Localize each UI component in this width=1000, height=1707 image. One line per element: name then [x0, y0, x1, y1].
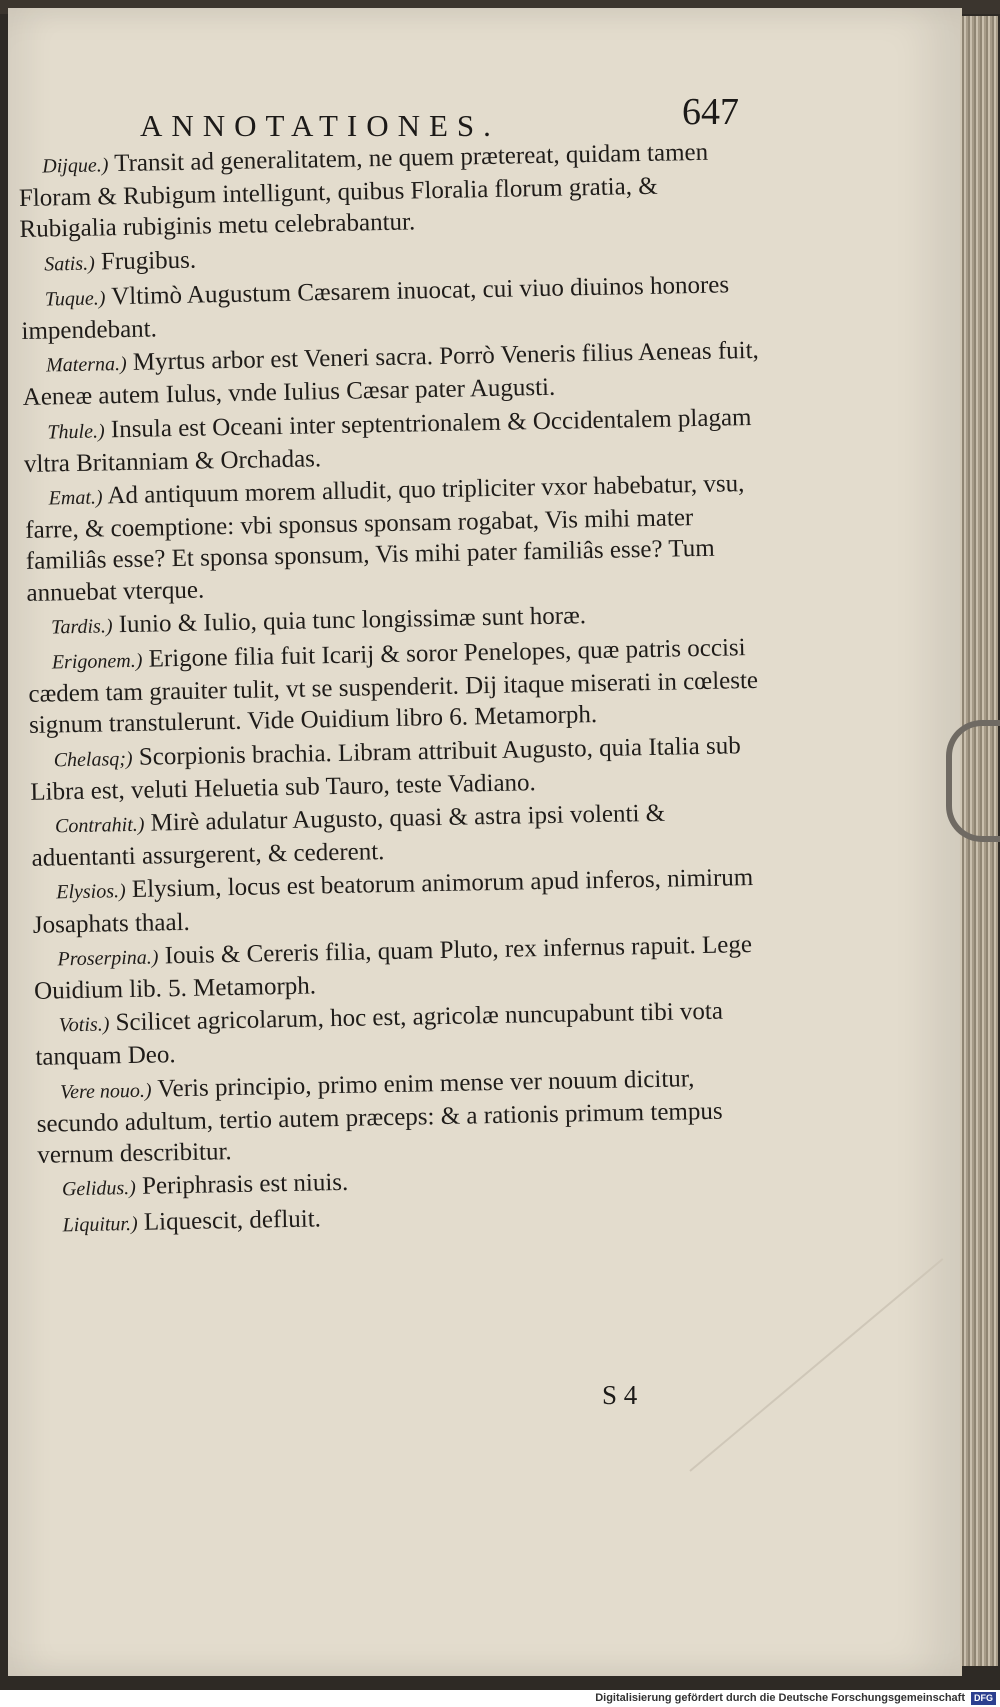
gloss: Erigone filia fuit Icarij & soror Penelopes, quæ patris occisi cædem tam grauiter tulit, vt se suspenderit. Dij itaque miserati in cœleste signum transtulerunt. Vide Ouidium libro 6. Metamorph. — [28, 634, 759, 740]
annotation-entry — [34, 995, 775, 1074]
annotation-body — [18, 136, 779, 1244]
lemma: Tuque.) — [44, 287, 106, 311]
annotation-entry — [32, 862, 773, 941]
lemma: Satis.) — [43, 252, 95, 276]
gloss: Mirè adulatur Augusto, quasi & astra ipsi volenti & aduentanti assurgerent, & cederent. — [31, 799, 666, 873]
gloss: Scorpionis brachia. Libram attribuit Augusto, quia Italia sub Libra est, veluti Heluetia sub Tauro, teste Vadiano. — [30, 731, 741, 806]
lemma: Thule.) — [47, 420, 105, 444]
signature-mark: S 4 — [602, 1380, 638, 1410]
lemma: Elysios.) — [56, 880, 126, 904]
dfg-logo: DFG — [971, 1692, 996, 1705]
page-number: 647 — [682, 91, 739, 133]
gloss: Iunio & Iulio, quia tunc longissimæ sunt horæ. — [118, 602, 587, 638]
gloss: Ad antiquum morem alludit, quo tripliciter vxor habebatur, vsu, farre, & coemptione: vbi sponsus sponsam rogabat, Vis mihi mater familiâs esse? Et sponsa sponsum, Vis mihi pater familiâs esse? Tum annuebat vterque. — [25, 470, 745, 607]
gloss: Vltimò Augustum Cæsarem inuocat, cui viuo diuinos honores impendebant. — [21, 271, 730, 345]
lemma: Gelidus.) — [61, 1177, 137, 1201]
gloss: Elysium, locus est beatorum animorum apud inferos, nimirum Josaphats thaal. — [32, 864, 754, 939]
gloss: Iouis & Cereris filia, quam Pluto, rex infernus rapuit. Lege Ouidium lib. 5. Metamorph. — [33, 930, 753, 1005]
annotation-entry — [22, 335, 763, 414]
lemma: Vere nouo.) — [59, 1079, 152, 1104]
digitization-footer — [0, 1690, 1000, 1707]
lemma: Erigonem.) — [51, 649, 143, 674]
annotation-entry — [29, 729, 770, 808]
lemma: Tardis.) — [50, 615, 113, 639]
gloss: Periphrasis est niuis. — [141, 1169, 349, 1201]
annotation-entry — [31, 796, 772, 875]
annotation-entry — [28, 632, 770, 742]
footer-text: Digitalisierung gefördert durch die Deutsche Forschungsgemeinschaft — [595, 1692, 965, 1704]
gloss: Insula est Oceani inter septentrionalem & Occidentalem plagam vltra Britanniam & Orchadas. — [23, 403, 752, 478]
annotation-entry — [23, 401, 764, 480]
lemma: Proserpina.) — [57, 946, 159, 971]
lemma: Emat.) — [48, 486, 103, 510]
gloss: Veris principio, primo enim mense ver nouum dicitur, secundo adultum, tertio autem præceps: & a rationis primum tempus vernum describitur. — [36, 1064, 723, 1169]
gloss: Scilicet agricolarum, hoc est, agricolæ nuncupabunt tibi vota tanquam Deo. — [35, 997, 724, 1072]
book-clasp — [946, 720, 1000, 842]
lemma: Votis.) — [58, 1013, 110, 1037]
annotation-entry — [21, 269, 762, 348]
lemma: Contrahit.) — [54, 813, 145, 838]
annotation-entry — [24, 468, 766, 609]
annotation-entry — [36, 1061, 778, 1171]
gloss: Myrtus arbor est Veneri sacra. Porrò Veneris filius Aeneas fuit, Aeneæ autem Iulus, vnde Iulius Cæsar pater Augusti. — [22, 337, 760, 412]
running-head: ANNOTATIONES. — [140, 108, 500, 143]
lemma: Chelasq;) — [53, 747, 133, 772]
annotation-entry — [33, 929, 774, 1008]
annotation-entry — [18, 136, 760, 246]
gloss: Liquescit, defluit. — [143, 1204, 322, 1236]
gloss: Transit ad generalitatem, ne quem prætereat, quidam tamen Floram & Rubigum intelligunt, quibus Floralia florum gratia, & Rubigalia rubiginis metu celebrabantur. — [18, 138, 709, 244]
lemma: Materna.) — [45, 353, 127, 377]
gloss: Frugibus. — [100, 246, 197, 276]
lemma: Liquitur.) — [62, 1212, 138, 1236]
lemma: Dijque.) — [42, 154, 109, 178]
